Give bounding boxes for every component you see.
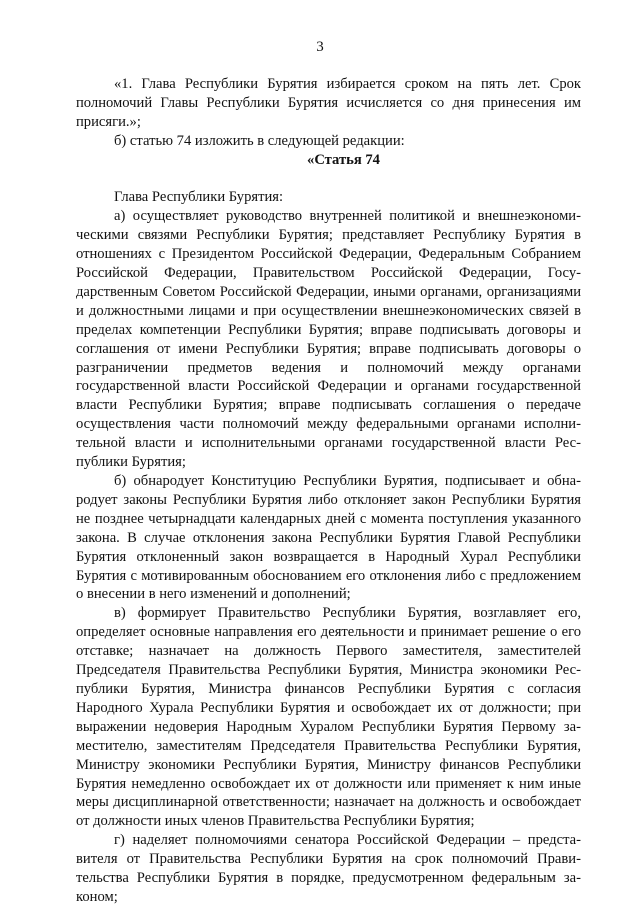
item-b-paragraph: б) обнародует Конституцию Республики Бурятия, подписывает и обнародует законы Республики Бурятия либо отклоняет закон Республики Бурятия не позднее четырнадцати календарных дней с момента поступления указанного закона. В случае отклонения закона Республики Бурятия Главой Республики Бурятия отклоненный закон возвращается в Народный Хурал Республики Бурятия с мотивированным обоснованием его отклонения либо с предложением о внесении в него изменений и дополнений;: [76, 473, 581, 603]
page-number: 3: [316, 39, 324, 55]
document-body: [76, 75, 581, 907]
blank-line: [76, 170, 581, 189]
item-a-paragraph: а) осуществляет руководство внутренней политикой и внешнеэкономическими связями Республики Бурятия; представляет Республику Бурятия в отношениях с Президентом Российской Федерации, Федеральным Собранием Российской Федерации, Правительством Российской Федерации, Государственным Советом Российской Федерации, иными органами, организациями и должностными лицами и при осуществлении внешнеэкономических связей в пределах компетенции Республики Бурятия; вправе подписывать договоры и соглашения от имени Республики Бурятия; вправе подписывать договоры о разграничении предметов ведения и полномочий между органами государственной власти Российской Федерации и органами государственной власти Республики Бурятия; вправе подписывать соглашения о передаче осуществления части полномочий между федеральными органами исполнительной власти и исполнительными органами государственной власти Республики Бурятия;: [76, 208, 581, 471]
article-title: «Статья 74: [307, 151, 380, 168]
amendment-line: б) статью 74 изложить в следующей редакции:: [114, 132, 405, 149]
quote-paragraph: «1. Глава Республики Бурятия избирается сроком на пять лет. Срок полномочий Главы Республики Бурятия исчисляется со дня принесения им присяги.»;: [76, 76, 581, 130]
intro-line: Глава Республики Бурятия:: [114, 189, 284, 206]
item-g-paragraph: г) наделяет полномочиями сенатора Российской Федерации – представителя от Правительства Республики Бурятия на срок полномочий Правительства Республики Бурятия в порядке, предусмотренном федеральным законом;: [76, 832, 581, 905]
item-v-paragraph: в) формирует Правительство Республики Бурятия, возглавляет его, определяет основные направления его деятельности и принимает решение о его отставке; назначает на должность Первого заместителя, заместителей Председателя Правительства Республики Бурятия, Министра экономики Республики Бурятия, Министра финансов Республики Бурятия с согласия Народного Хурала Республики Бурятия и освобождает их от должности; при выражении недоверия Народным Хуралом Республики Бурятия Первому заместителю, заместителям Председателя Правительства Республики Бурятия, Министру экономики Республики Бурятия, Министру финансов Республики Бурятия немедленно освобождает их от должности или применяет к ним иные меры дисциплинарной ответственности; назначает на должность и освобождает от должности иных членов Правительства Республики Бурятия;: [76, 605, 581, 830]
